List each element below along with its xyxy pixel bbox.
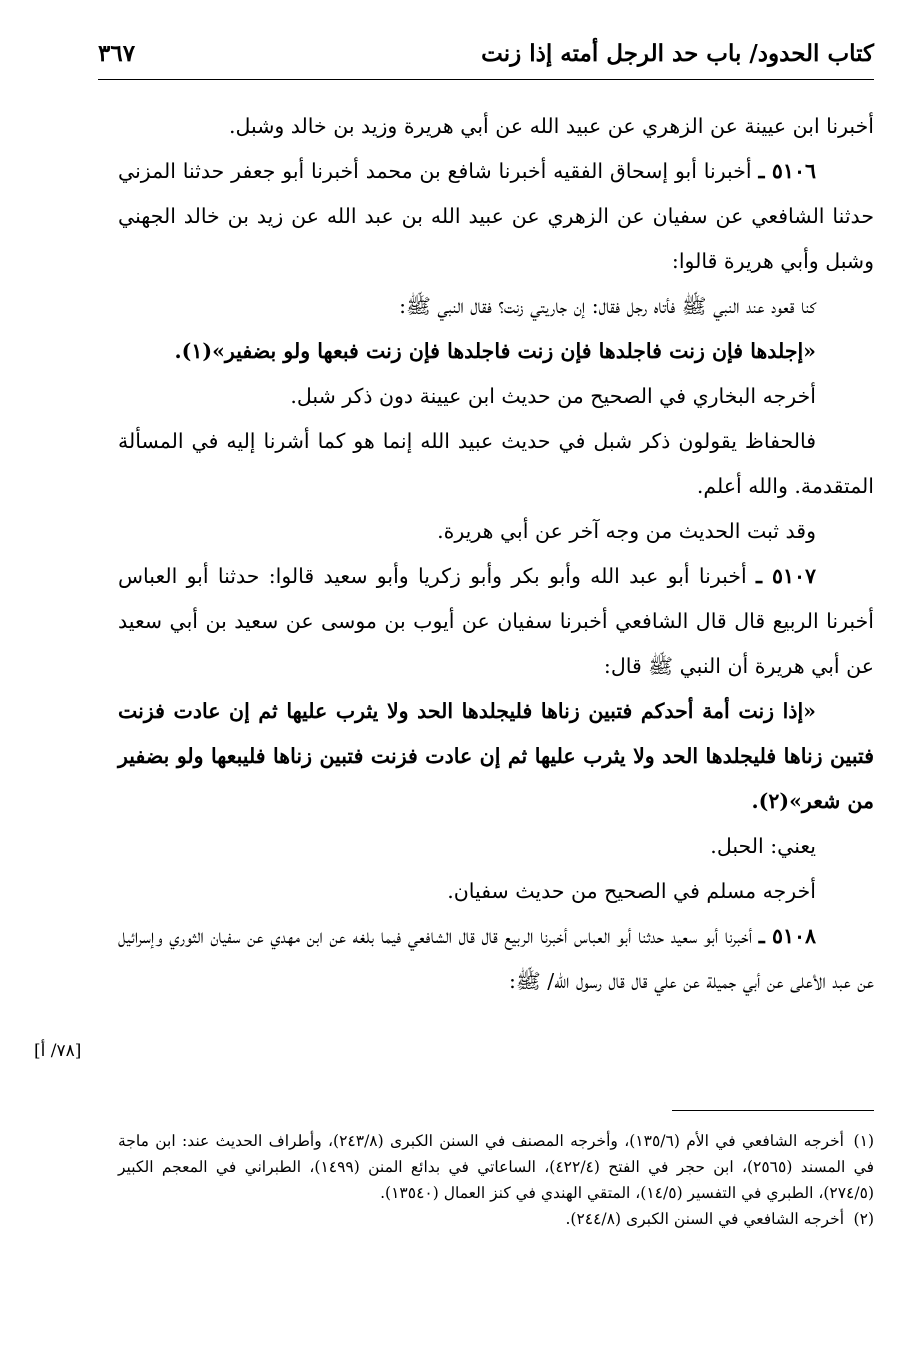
- header-rule: [98, 79, 874, 80]
- paragraph: وقد ثبت الحديث من وجه آخر عن أبي هريرة.: [437, 519, 816, 543]
- paragraph: يعني: الحبل.: [710, 834, 816, 858]
- footnote-mark: (١): [853, 1132, 874, 1150]
- manuscript-folio-ref: [٧٨/ أ]: [34, 1041, 82, 1061]
- hadith-number: ٥١٠٦ ـ: [758, 159, 816, 183]
- paragraph: أخرجه مسلم في الصحيح من حديث سفيان.: [447, 879, 816, 903]
- hadith-quote: «إجلدها فإن زنت فاجلدها فإن زنت فاجلدها فإن زنت فبعها ولو بضفير»(١).: [174, 339, 816, 363]
- hadith-5108: ٥١٠٨ ـ أخبرنا أبو سعيد حدثنا أبو العباس أخبرنا الربيع قال قال الشافعي فيما بلغه عن ابن مهدي عن سفيان الثوري وإسرائيل عن عبد الأعلى عن أبي جميلة عن علي قال قال رسول الله/ ﷺ:: [118, 924, 874, 993]
- paragraph: فالحفاظ يقولون ذكر شبل في حديث عبيد الله إنما هو كما أشرنا إليه في المسألة المتقدمة. والله أعلم.: [118, 429, 874, 498]
- footnote-rule: [672, 1110, 874, 1111]
- footnote-mark: (٢): [853, 1210, 874, 1228]
- footnotes: [118, 1128, 874, 1232]
- footnote: (١)أخرجه الشافعي في الأم (١٣٥/٦)، وأخرجه المصنف في السنن الكبرى (٢٤٣/٨)، وأطراف الحديث عند: ابن ماجة في المسند (٢٥٦٥)، ابن حجر في الفتح (٤٢٢/٤)، الساعاتي في بدائع المنن (١٤٩٩)، الطبراني في المعجم الكبير (٢٧٤/٥)، الطبري في التفسير (١٤/٥)، المتقي الهندي في كنز العمال (١٣٥٤٠).: [118, 1128, 874, 1206]
- paragraph: أخبرنا ابن عيينة عن الزهري عن عبيد الله عن أبي هريرة وزيد بن خالد وشبل.: [228, 114, 874, 138]
- hadith-5106: ٥١٠٦ ـ أخبرنا أبو إسحاق الفقيه أخبرنا شافع بن محمد أخبرنا أبو جعفر حدثنا المزني حدثنا الشافعي عن سفيان عن الزهري عن عبيد الله بن عبد الله عن زيد بن خالد الجهني وشبل وأبي هريرة قالوا:: [118, 159, 874, 273]
- hadith-number: ٥١٠٨ ـ: [758, 924, 816, 948]
- paragraph: أخرجه البخاري في الصحيح من حديث ابن عيينة دون ذكر شبل.: [290, 384, 816, 408]
- hadith-number: ٥١٠٧ ـ: [756, 564, 816, 588]
- page-header: [98, 36, 874, 76]
- footnote: (٢)أخرجه الشافعي في السنن الكبرى (٢٤٤/٨).: [118, 1206, 874, 1232]
- running-head: كتاب الحدود/ باب حد الرجل أمته إذا زنت: [481, 40, 874, 67]
- hadith-5107: ٥١٠٧ ـ أخبرنا أبو عبد الله وأبو بكر وأبو زكريا وأبو سعيد قالوا: حدثنا أبو العباس أخبرنا الربيع قال قال الشافعي أخبرنا سفيان عن أيوب بن موسى عن سعيد بن أبي سعيد عن أبي هريرة أن النبي ﷺ قال:: [118, 564, 874, 678]
- hadith-quote: «إذا زنت أمة أحدكم فتبين زناها فليجلدها الحد ولا يثرب عليها ثم إن عادت فزنت فتبين زناها فليجلدها الحد ولا يثرب عليها ثم إن عادت فزنت فتبين زناها فليبعها ولو بضفير من شعر»(٢).: [118, 699, 874, 813]
- paragraph: كنا قعود عند النبي ﷺ فأتاه رجل فقال: إن جاريتي زنت؟ فقال النبي ﷺ:: [399, 294, 816, 318]
- main-text: [118, 104, 874, 1004]
- page-number: ٣٦٧: [98, 40, 136, 67]
